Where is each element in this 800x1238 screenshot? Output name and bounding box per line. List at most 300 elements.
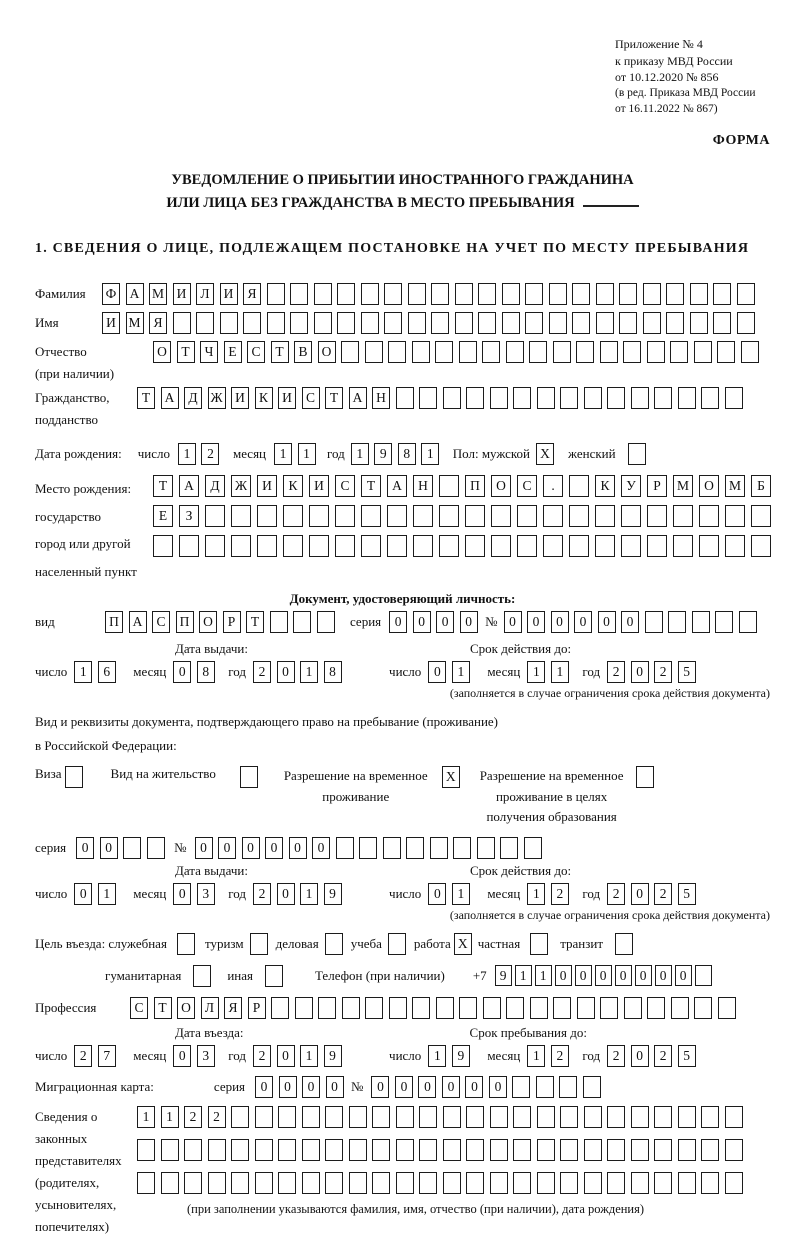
cell: 0 bbox=[575, 965, 592, 986]
cell bbox=[431, 283, 449, 305]
cell bbox=[179, 535, 199, 557]
cell: 1 bbox=[551, 661, 569, 683]
cell bbox=[572, 283, 590, 305]
cell bbox=[725, 505, 745, 527]
cell: Н bbox=[372, 387, 390, 409]
year-label: год bbox=[228, 664, 247, 680]
cell: О bbox=[199, 611, 217, 633]
cell bbox=[699, 505, 719, 527]
cell: 1 bbox=[298, 443, 316, 465]
cell bbox=[699, 535, 719, 557]
cell bbox=[725, 1106, 743, 1128]
mc-number-cells bbox=[371, 1076, 606, 1098]
cell bbox=[584, 1106, 602, 1128]
cell bbox=[560, 1139, 578, 1161]
cell: 0 bbox=[428, 661, 446, 683]
citizenship-cells bbox=[137, 387, 748, 409]
representatives-label-l1: Сведения о bbox=[35, 1108, 98, 1124]
cell bbox=[524, 837, 542, 859]
doc-series-cells bbox=[389, 611, 483, 633]
cell: 1 bbox=[527, 1045, 545, 1067]
day-label: число bbox=[137, 446, 170, 462]
cell bbox=[491, 535, 511, 557]
entry-day-cells bbox=[74, 1045, 121, 1067]
cell bbox=[713, 312, 731, 334]
cell bbox=[387, 535, 407, 557]
temp-edu-label-l2: проживание в целях bbox=[495, 788, 608, 804]
cell bbox=[177, 933, 195, 955]
cell: Б bbox=[751, 475, 771, 497]
annex-note bbox=[615, 36, 770, 117]
residence-permit-checkbox bbox=[240, 766, 258, 788]
cell: 0 bbox=[631, 1045, 649, 1067]
cell bbox=[208, 1139, 226, 1161]
residence-doc-line1: Вид и реквизиты документа, подтверждающего право на пребывание (проживание) bbox=[35, 714, 499, 730]
cell: А bbox=[349, 387, 367, 409]
cell: 9 bbox=[324, 1045, 342, 1067]
section1-heading: 1. СВЕДЕНИЯ О ЛИЦЕ, ПОДЛЕЖАЩЕМ ПОСТАНОВКЕ НА УЧЕТ ПО МЕСТУ ПРЕБЫВАНИЯ bbox=[35, 241, 750, 257]
cell: 2 bbox=[208, 1106, 226, 1128]
doc-kind-cells bbox=[105, 611, 340, 633]
cell: 2 bbox=[654, 1045, 672, 1067]
visa-label: Виза bbox=[35, 766, 62, 782]
cell: 1 bbox=[527, 883, 545, 905]
cell: А bbox=[126, 283, 144, 305]
purpose-private-checkbox bbox=[530, 933, 548, 955]
cell bbox=[383, 837, 401, 859]
purpose-transit-label: транзит bbox=[560, 935, 604, 951]
cell: У bbox=[621, 475, 641, 497]
row-residence-options bbox=[35, 766, 770, 826]
cell: Н bbox=[413, 475, 433, 497]
cell: 0 bbox=[326, 1076, 344, 1098]
cell bbox=[465, 505, 485, 527]
month-label: месяц bbox=[133, 664, 167, 680]
cell bbox=[502, 312, 520, 334]
cell bbox=[443, 1139, 461, 1161]
cell bbox=[231, 505, 251, 527]
cell bbox=[737, 283, 755, 305]
cell bbox=[701, 1139, 719, 1161]
cell bbox=[717, 341, 735, 363]
cell: А bbox=[161, 387, 179, 409]
cell bbox=[361, 312, 379, 334]
cell bbox=[443, 1106, 461, 1128]
cell bbox=[408, 312, 426, 334]
cell: 1 bbox=[452, 661, 470, 683]
cell: Р bbox=[223, 611, 241, 633]
cell bbox=[220, 312, 238, 334]
patronymic-label-l2: (при наличии) bbox=[35, 366, 115, 382]
cell: 3 bbox=[197, 1045, 215, 1067]
cell bbox=[643, 312, 661, 334]
cell bbox=[725, 1172, 743, 1194]
cell bbox=[701, 1172, 719, 1194]
cell bbox=[525, 312, 543, 334]
doc-issue-day-cells bbox=[74, 661, 121, 683]
cell bbox=[559, 1076, 577, 1098]
cell: 0 bbox=[504, 611, 522, 633]
cell bbox=[525, 283, 543, 305]
cell: 0 bbox=[442, 1076, 460, 1098]
cell bbox=[595, 505, 615, 527]
cell: 8 bbox=[324, 661, 342, 683]
annex-line: от 10.12.2020 № 856 bbox=[615, 70, 719, 85]
day-label: число bbox=[389, 1047, 422, 1063]
temp-residence-label-l2: проживание bbox=[322, 788, 390, 804]
cell bbox=[513, 1106, 531, 1128]
cell bbox=[673, 535, 693, 557]
row-purpose2 bbox=[105, 965, 770, 987]
cell bbox=[621, 505, 641, 527]
cell bbox=[388, 341, 406, 363]
cell bbox=[309, 505, 329, 527]
year-label: год bbox=[582, 664, 601, 680]
purpose-business-label: деловая bbox=[275, 935, 319, 951]
cell bbox=[413, 535, 433, 557]
female-checkbox bbox=[628, 443, 646, 465]
cell bbox=[265, 965, 283, 987]
firstname-cells bbox=[102, 312, 760, 334]
entry-date-group bbox=[35, 1045, 347, 1067]
cell: 2 bbox=[654, 661, 672, 683]
res-validity-note: (заполняется в случае ограничения срока действия документа) bbox=[449, 907, 770, 922]
cell: 0 bbox=[527, 611, 545, 633]
cell: О bbox=[153, 341, 171, 363]
cell bbox=[465, 535, 485, 557]
cell bbox=[751, 505, 771, 527]
cell: 9 bbox=[452, 1045, 470, 1067]
res-valid-until-header: Срок действия до: bbox=[470, 862, 572, 878]
stay-date-group bbox=[389, 1045, 701, 1067]
cell bbox=[439, 535, 459, 557]
cell bbox=[193, 965, 211, 987]
cell bbox=[615, 933, 633, 955]
cell bbox=[270, 611, 288, 633]
cell bbox=[483, 997, 501, 1019]
cell bbox=[600, 341, 618, 363]
cell: 1 bbox=[351, 443, 369, 465]
cell bbox=[419, 1106, 437, 1128]
cell bbox=[694, 341, 712, 363]
cell bbox=[317, 611, 335, 633]
representatives-rows bbox=[137, 1106, 748, 1217]
cell bbox=[490, 1106, 508, 1128]
cell bbox=[372, 1139, 390, 1161]
cell: 0 bbox=[255, 1076, 273, 1098]
citizenship-label bbox=[35, 387, 137, 431]
cell: 1 bbox=[300, 1045, 318, 1067]
cell bbox=[243, 312, 261, 334]
row-residence-serial bbox=[35, 837, 770, 859]
cell bbox=[490, 1172, 508, 1194]
cell bbox=[537, 387, 555, 409]
cell bbox=[336, 837, 354, 859]
representatives-label-l3: представителях bbox=[35, 1152, 122, 1168]
doc-issue-year-cells bbox=[253, 661, 347, 683]
cell bbox=[359, 837, 377, 859]
cell: Ж bbox=[231, 475, 251, 497]
cell bbox=[278, 1106, 296, 1128]
cell bbox=[537, 1172, 555, 1194]
cell: П bbox=[176, 611, 194, 633]
cell bbox=[384, 283, 402, 305]
page-title bbox=[35, 169, 770, 214]
cell: 0 bbox=[395, 1076, 413, 1098]
purpose-humanitarian-label: гуманитарная bbox=[105, 967, 182, 983]
cell bbox=[513, 1139, 531, 1161]
citizenship-label-l2: подданство bbox=[35, 412, 99, 428]
cell bbox=[647, 341, 665, 363]
cell bbox=[412, 997, 430, 1019]
cell bbox=[569, 505, 589, 527]
cell bbox=[459, 997, 477, 1019]
entry-date-headers bbox=[35, 1025, 770, 1041]
cell: 2 bbox=[253, 883, 271, 905]
cell: З bbox=[179, 505, 199, 527]
visa-option bbox=[35, 766, 83, 788]
day-label: число bbox=[35, 1047, 68, 1063]
cell: 2 bbox=[551, 883, 569, 905]
stay-month-cells bbox=[527, 1045, 574, 1067]
cell bbox=[384, 312, 402, 334]
doc-valid-day-cells bbox=[428, 661, 475, 683]
cell bbox=[576, 341, 594, 363]
cell bbox=[396, 1139, 414, 1161]
cell: 8 bbox=[197, 661, 215, 683]
representatives-note: (при заполнении указываются фамилия, имя, отчество (при наличии), дата рождения) bbox=[187, 1201, 645, 1216]
res-series-cells bbox=[76, 837, 170, 859]
cell: И bbox=[220, 283, 238, 305]
cell bbox=[278, 1172, 296, 1194]
cell bbox=[453, 837, 471, 859]
cell bbox=[455, 283, 473, 305]
cell bbox=[431, 312, 449, 334]
cell bbox=[302, 1139, 320, 1161]
cell: X bbox=[536, 443, 554, 465]
cell bbox=[267, 283, 285, 305]
doc-issue-date-group bbox=[35, 661, 347, 683]
res-issue-month-cells bbox=[173, 883, 220, 905]
mc-series-cells bbox=[255, 1076, 349, 1098]
cell: 0 bbox=[218, 837, 236, 859]
temp-residence-checkbox bbox=[442, 766, 460, 788]
cell: В bbox=[294, 341, 312, 363]
representatives-label bbox=[35, 1106, 137, 1238]
temp-edu-label bbox=[480, 766, 624, 826]
purpose-tourism-checkbox bbox=[250, 933, 268, 955]
cell bbox=[137, 1172, 155, 1194]
cell bbox=[365, 341, 383, 363]
cell bbox=[278, 1139, 296, 1161]
cell bbox=[337, 283, 355, 305]
cell: . bbox=[543, 475, 563, 497]
cell bbox=[506, 997, 524, 1019]
cell bbox=[257, 535, 277, 557]
cell bbox=[572, 312, 590, 334]
doc-number-cells bbox=[504, 611, 763, 633]
cell bbox=[654, 1106, 672, 1128]
migration-card-label: Миграционная карта: bbox=[35, 1078, 154, 1094]
cell: X bbox=[454, 933, 472, 955]
res-date-headers bbox=[35, 863, 770, 879]
cell bbox=[500, 837, 518, 859]
cell: О bbox=[177, 997, 195, 1019]
cell: Т bbox=[137, 387, 155, 409]
cell: Т bbox=[154, 997, 172, 1019]
cell bbox=[302, 1106, 320, 1128]
cell bbox=[250, 933, 268, 955]
cell: Р bbox=[248, 997, 266, 1019]
cell: 0 bbox=[312, 837, 330, 859]
annex-line: Приложение № 4 bbox=[615, 37, 703, 51]
cell: И bbox=[231, 387, 249, 409]
cell bbox=[490, 387, 508, 409]
cell: И bbox=[257, 475, 277, 497]
annex-line: к приказу МВД России bbox=[615, 53, 733, 68]
cell: 1 bbox=[300, 661, 318, 683]
doc-issue-date-header: Дата выдачи: bbox=[175, 641, 249, 657]
title-line1: УВЕДОМЛЕНИЕ О ПРИБЫТИИ ИНОСТРАННОГО ГРАЖДАНИНА bbox=[171, 172, 634, 189]
cell bbox=[647, 505, 667, 527]
cell bbox=[718, 997, 736, 1019]
phone-label: Телефон (при наличии) bbox=[314, 967, 445, 983]
doc-issue-month-cells bbox=[173, 661, 220, 683]
cell bbox=[325, 1106, 343, 1128]
purpose-private-label: частная bbox=[477, 935, 521, 951]
mc-series-label: серия bbox=[213, 1078, 246, 1094]
res-issue-year-cells bbox=[253, 883, 347, 905]
cell: 0 bbox=[195, 837, 213, 859]
cell: И bbox=[278, 387, 296, 409]
cell bbox=[443, 387, 461, 409]
patronymic-cells bbox=[153, 341, 764, 363]
purpose-humanitarian-checkbox bbox=[193, 965, 211, 987]
cell bbox=[361, 283, 379, 305]
purpose-official-label: Цель въезда: служебная bbox=[35, 935, 167, 951]
cell bbox=[482, 341, 500, 363]
cell: О bbox=[491, 475, 511, 497]
cell bbox=[361, 505, 381, 527]
cell bbox=[690, 312, 708, 334]
cell: 9 bbox=[495, 965, 512, 986]
cell: П bbox=[465, 475, 485, 497]
year-label: год bbox=[327, 446, 345, 462]
title-line2: ИЛИ ЛИЦА БЕЗ ГРАЖДАНСТВА В МЕСТО ПРЕБЫВАНИЯ bbox=[35, 192, 770, 214]
entry-date-row bbox=[35, 1045, 770, 1067]
cell: П bbox=[105, 611, 123, 633]
cell: С bbox=[517, 475, 537, 497]
cell: И bbox=[102, 312, 120, 334]
cell: 1 bbox=[161, 1106, 179, 1128]
title-blank-underline bbox=[583, 192, 639, 207]
cell: С bbox=[152, 611, 170, 633]
cell bbox=[208, 1172, 226, 1194]
row-patronymic bbox=[35, 341, 770, 385]
representatives-label-l2: законных bbox=[35, 1130, 88, 1146]
cell: Т bbox=[246, 611, 264, 633]
cell bbox=[739, 611, 757, 633]
cell bbox=[666, 312, 684, 334]
cell bbox=[530, 997, 548, 1019]
cell: К bbox=[283, 475, 303, 497]
cell bbox=[517, 505, 537, 527]
cell bbox=[184, 1139, 202, 1161]
birthplace-label-l4: населенный пункт bbox=[35, 563, 137, 579]
cell: К bbox=[255, 387, 273, 409]
cell bbox=[349, 1172, 367, 1194]
citizenship-label-l1: Гражданство, bbox=[35, 390, 110, 406]
cell: 2 bbox=[654, 883, 672, 905]
cell bbox=[701, 387, 719, 409]
cell: 2 bbox=[74, 1045, 92, 1067]
residence-permit-label: Вид на жительство bbox=[110, 766, 216, 782]
birthplace-rows bbox=[153, 475, 777, 557]
cell bbox=[751, 535, 771, 557]
cell bbox=[595, 535, 615, 557]
cell bbox=[335, 535, 355, 557]
cell bbox=[365, 997, 383, 1019]
cell bbox=[439, 505, 459, 527]
cell bbox=[430, 837, 448, 859]
cell: А bbox=[179, 475, 199, 497]
cell bbox=[361, 535, 381, 557]
cell bbox=[419, 1172, 437, 1194]
cell bbox=[621, 535, 641, 557]
cell bbox=[671, 997, 689, 1019]
cell bbox=[584, 1139, 602, 1161]
cell bbox=[596, 312, 614, 334]
cell bbox=[569, 475, 589, 497]
cell bbox=[643, 283, 661, 305]
cell: 2 bbox=[607, 1045, 625, 1067]
cell bbox=[419, 1139, 437, 1161]
cell bbox=[231, 535, 251, 557]
cell: 0 bbox=[173, 661, 191, 683]
cell bbox=[408, 283, 426, 305]
cell bbox=[553, 997, 571, 1019]
birthplace-row1-cells bbox=[153, 475, 777, 497]
cell bbox=[530, 933, 548, 955]
row-representatives bbox=[35, 1106, 770, 1238]
cell: И bbox=[173, 283, 191, 305]
cell bbox=[549, 283, 567, 305]
cell bbox=[455, 312, 473, 334]
cell bbox=[607, 1106, 625, 1128]
cell bbox=[314, 312, 332, 334]
cell bbox=[295, 997, 313, 1019]
cell: X bbox=[442, 766, 460, 788]
cell bbox=[459, 341, 477, 363]
patronymic-label-l1: Отчество bbox=[35, 344, 87, 360]
res-series-label: серия bbox=[35, 839, 67, 855]
doc-number-label: № bbox=[485, 614, 498, 630]
cell: 0 bbox=[489, 1076, 507, 1098]
representatives-label-l5: усыновителях, bbox=[35, 1196, 117, 1212]
cell bbox=[517, 535, 537, 557]
cell: 0 bbox=[675, 965, 692, 986]
birth-year-cells bbox=[351, 443, 445, 465]
month-label: месяц bbox=[487, 664, 521, 680]
cell: 0 bbox=[389, 611, 407, 633]
cell bbox=[715, 611, 733, 633]
cell bbox=[596, 283, 614, 305]
cell: Я bbox=[149, 312, 167, 334]
phone-prefix: +7 bbox=[472, 967, 487, 983]
cell bbox=[318, 997, 336, 1019]
year-label: год bbox=[582, 1047, 601, 1063]
temp-residence-option bbox=[284, 766, 460, 806]
